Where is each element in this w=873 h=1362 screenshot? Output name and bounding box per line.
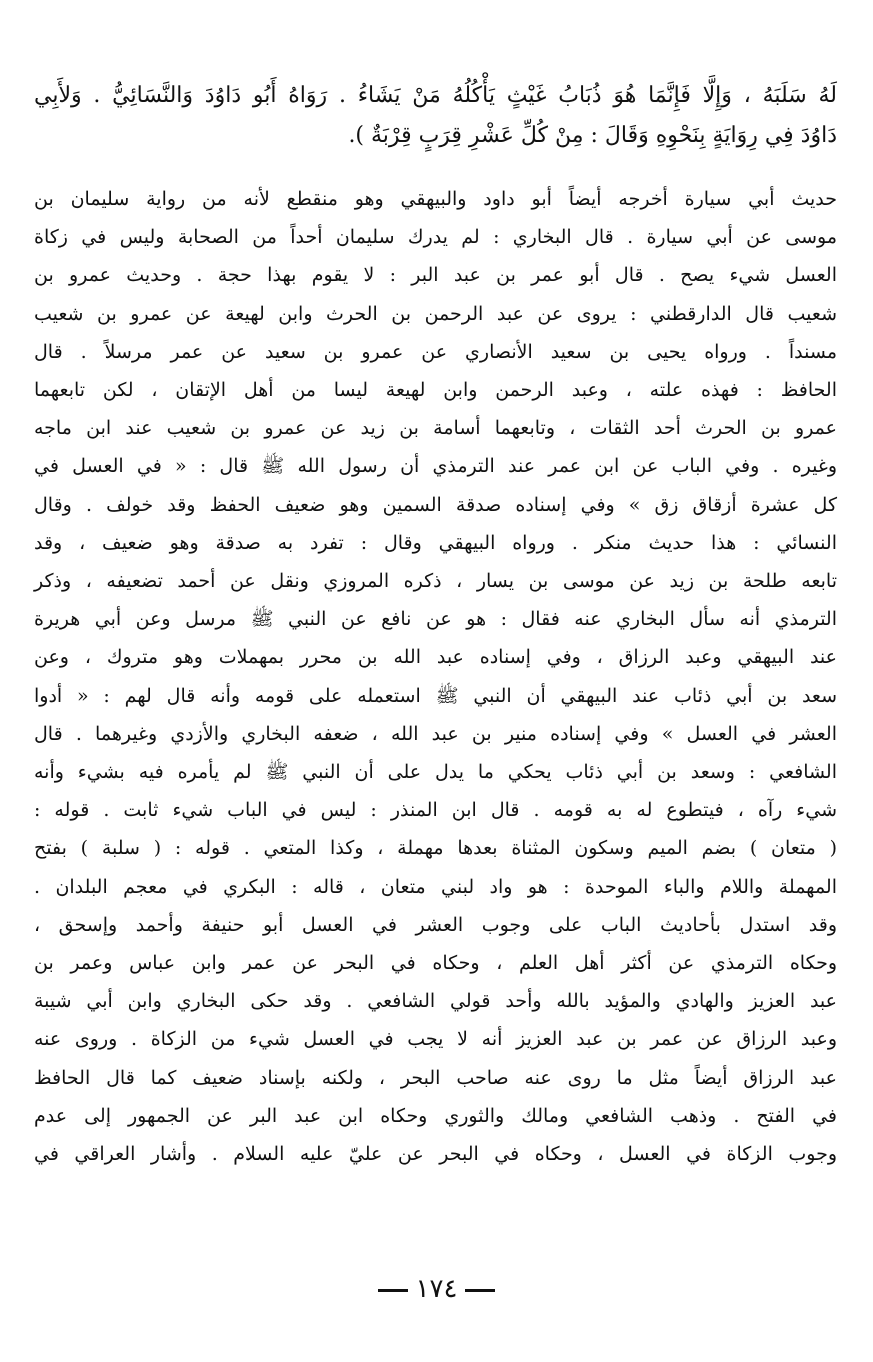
commentary-line: الترمذي أنه سأل البخاري عنه فقال : هو عن نافع عن النبي ﷺ مرسل وعن أبي هريرة [34,608,837,631]
hadith-line: دَاوُدَ فِي رِوَايَةٍ بِنَحْوِهِ وَقَالَ : مِنْ كُلِّ عَشْرِ قِرَبٍ قِرْبَةٌ ). [348,123,837,148]
commentary-line: ( متعان ) بضم الميم وسكون المثناة بعدها مهملة ، وكذا المتعي . قوله : ( سلبة ) بفتح [34,837,837,860]
commentary-line: شيء رآه ، فيتطوع له به قومه . قال ابن المنذر : ليس في الباب شيء ثابت . قوله : [34,799,837,822]
commentary-line: عند البيهقي وعبد الرزاق ، وفي إسناده عبد الله بن محرر بمهملات وهو متروك ، وعن [34,646,837,669]
commentary-line: مسنداً . ورواه يحيى بن سعيد الأنصاري عن عمرو بن سعيد عن عمر مرسلاً . قال [34,340,837,363]
commentary-line: موسى عن أبي سيارة . قال البخاري : لم يدرك سليمان أحداً من الصحابة وليس في زكاة [34,226,837,249]
commentary-line: الشافعي : وسعد بن أبي ذئاب يحكي ما يدل على أن النبي ﷺ لم يأمره فيه بشيء وأنه [34,761,837,784]
commentary-line: وحكاه الترمذي عن أكثر أهل العلم ، وحكاه في البحر عن عمر وابن عباس وعمر بن [34,952,837,975]
commentary-line: العشر في العسل » وفي إسناده منير بن عبد الله ، ضعفه البخاري والأزدي وغيرهما . قال [34,722,837,745]
page-number: ١٧٤ [415,1274,458,1304]
commentary-line: في الفتح . وذهب الشافعي ومالك والثوري وحكاه ابن عبد البر عن الجمهور إلى عدم [34,1104,837,1127]
hadith-text [34,76,837,156]
page-footer [0,1272,873,1306]
commentary-line: سعد بن أبي ذئاب عند البيهقي أن النبي ﷺ استعمله على قومه وأنه قال لهم : « أدوا [34,684,837,707]
commentary-line: عبد الرزاق أيضاً مثل ما روى عنه صاحب البحر ، ولكنه بإسناد ضعيف كما قال الحافظ [34,1066,837,1089]
commentary-line: وغيره . وفي الباب عن ابن عمر عند الترمذي أن رسول الله ﷺ قال : « في العسل في [34,455,837,478]
commentary-line: كل عشرة أزقاق زق » وفي إسناده صدقة السمين وهو ضعيف الحفظ وقد خولف . وقال [34,493,837,516]
hadith-line: لَهُ سَلَبَهُ ، وَإِلَّا فَإِنَّمَا هُوَ ذُبَابُ غَيْثٍ يَأْكُلُهُ مَنْ يَشَاءُ . رَوَاهُ أَبُو دَاوُدَ وَالنَّسَائِيُّ . وَلأَبِي [34,83,837,108]
commentary-text [34,180,837,1173]
commentary-line: حديث أبي سيارة أخرجه أيضاً أبو داود والبيهقي وهو منقطع لأنه من رواية سليمان بن [34,188,837,210]
commentary-line: العسل شيء يصح . قال أبو عمر بن عبد البر : لا يقوم بهذا حجة . وحديث عمرو بن [34,264,837,287]
footer-dash-left [465,1289,495,1292]
commentary-line: المهملة واللام والباء الموحدة : هو واد لبني متعان ، قاله : البكري في معجم البلدان . [34,875,837,898]
commentary-line: شعيب قال الدارقطني : يروى عن عبد الرحمن بن الحرث وابن لهيعة عن عمرو بن شعيب [34,302,837,325]
commentary-line: الحافظ : فهذه علته ، وعبد الرحمن وابن لهيعة ليسا من أهل الإتقان ، لكن تابعهما [34,379,837,402]
commentary-line: النسائي : هذا حديث منكر . ورواه البيهقي وقال : تفرد به صدقة وهو ضعيف ، وقد [34,531,837,554]
commentary-line: عبد العزيز والهادي والمؤيد بالله وأحد قولي الشافعي . وقد حكى البخاري وابن أبي شيبة [34,990,837,1013]
commentary-line: وجوب الزكاة في العسل ، وحكاه في البحر عن عليّ عليه السلام . وأشار العراقي في [34,1143,837,1166]
commentary-line: تابعه طلحة بن زيد عن موسى بن يسار ، ذكره المروزي ونقل عن أحمد تضعيفه ، وذكر [34,570,837,593]
commentary-line: وعبد الرزاق عن عمر بن عبد العزيز أنه لا يجب في العسل شيء من الزكاة . وروى عنه [34,1028,837,1051]
footer-dash-right [378,1289,408,1292]
commentary-line: وقد استدل بأحاديث الباب على وجوب العشر في العسل أبو حنيفة وأحمد وإسحق ، [34,913,837,936]
commentary-line: عمرو بن الحرث أحد الثقات ، وتابعهما أسامة بن زيد عن عمرو بن شعيب عند ابن ماجه [34,417,837,440]
